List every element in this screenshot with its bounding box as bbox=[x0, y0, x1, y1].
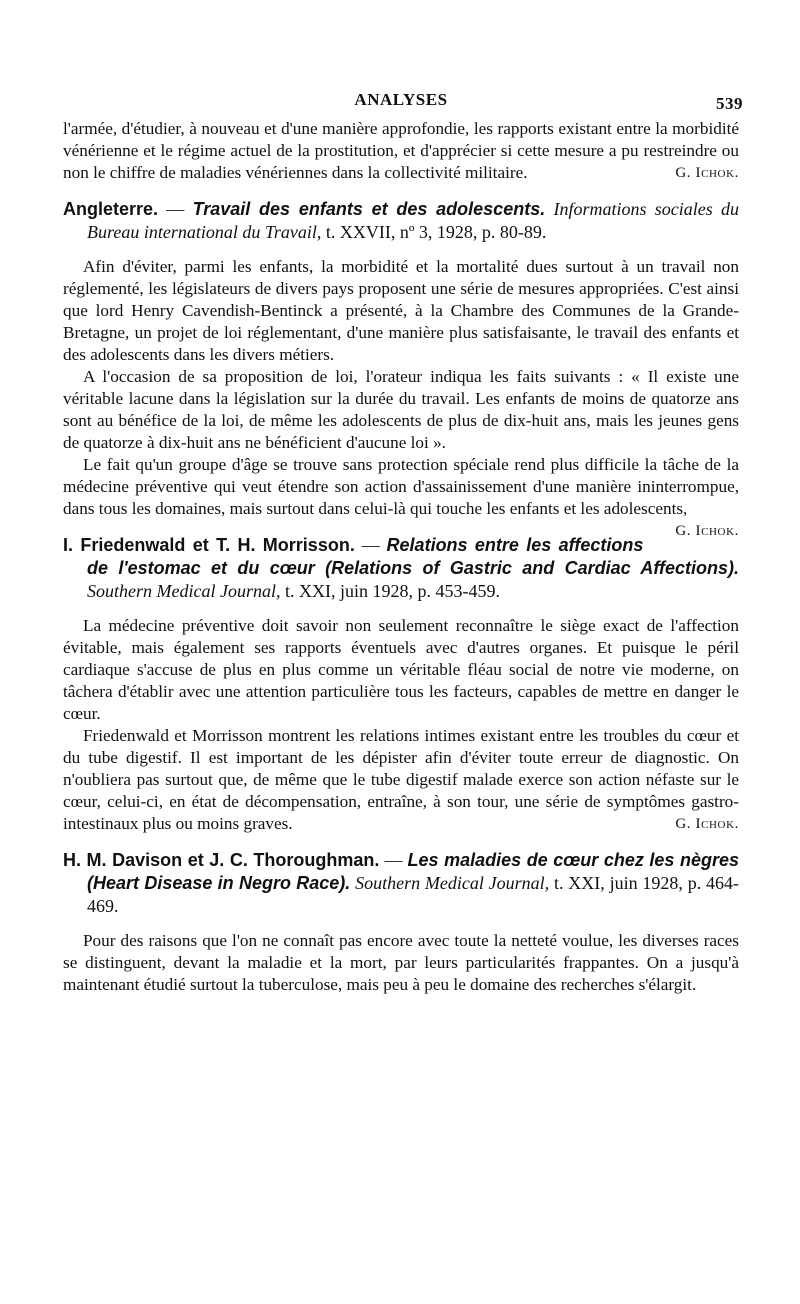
review-heading: I. Friedenwald et T. H. Morrisson. — Relations entre les affections de l'estomac et du cœur (Relations of Gastric and Cardiac Affections). Southern Medical Journal, t. XXI, juin 1928, p. 453-459. bbox=[63, 535, 739, 601]
paragraph: Afin d'éviter, parmi les enfants, la morbidité et la mortalité dues surtout à un travail non réglementé, les législateurs de divers pays proposent une série de mesures appropriées. C'est ainsi que lord Henry Cavendish-Bentinck a présenté, à la Chambre des Communes de la Grande-Bretagne, un projet de loi réglementant, d'une manière plus satisfaisante, le travail des enfants et des adolescents dans les divers métiers. bbox=[63, 257, 739, 364]
document-page bbox=[63, 88, 743, 996]
review-reference: t. XXI, juin 1928, p. 464-469. bbox=[87, 873, 739, 916]
review-reference: t. XXI, juin 1928, p. 453-459. bbox=[280, 581, 500, 601]
paragraph: l'armée, d'étudier, à nouveau et d'une manière approfondie, les rapports existant entre la morbidité vénérienne et le régime actuel de la prostitution, et d'apprécier si cette mesure a pu restreindre ou non le chiffre de maladies vénériennes dans la collectivité militaire. G. Ichok. bbox=[63, 119, 739, 182]
signature: G. Ichok. bbox=[675, 165, 739, 181]
review-heading: H. M. Davison et J. C. Thoroughman. — Les maladies de cœur chez les nègres (Heart Disease in Negro Race). Southern Medical Journal, t. XXI, juin 1928, p. 464-469. bbox=[63, 850, 740, 916]
review-journal: Southern Medical Journal, bbox=[87, 581, 281, 601]
running-header bbox=[63, 88, 743, 114]
signature: G. Ichok. bbox=[675, 523, 739, 539]
paragraph: La médecine préventive doit savoir non seulement reconnaître le siège exact de l'affection évitable, mais également ses rapports éventuels avec d'autres organes. Et puisque le péril cardiaque s'accuse de plus en plus comme un véritable fléau social de notre vie moderne, on tâchera d'établir avec une attention particulière tous les facteurs, capables de mettre en danger le cœur. bbox=[63, 616, 739, 723]
paragraph: Le fait qu'un groupe d'âge se trouve sans protection spéciale rend plus difficile la tâche de la médecine préventive qui veut étendre son action d'assainissement d'une manière ininterrompue, dans tous les domaines, mais surtout dans celui-là qui touche les enfants et les adolescents, G. Ichok. bbox=[63, 454, 739, 520]
review-author: H. M. Davison et J. C. Thoroughman. bbox=[63, 850, 380, 870]
review-journal: Southern Medical Journal, bbox=[350, 873, 550, 893]
paragraph: A l'occasion de sa proposition de loi, l'orateur indiqua les faits suivants : « Il existe une véritable lacune dans la législation sur la durée du travail. Les enfants de moins de quatorze ans sont au bénéfice de la loi, de même les adolescents de plus de dix-huit ans, mais les jeunes gens de quatorze à dix-huit ans ne bénéficient d'aucune loi ». bbox=[63, 367, 739, 452]
review-article-title: Les maladies de cœur chez les nègres (Heart Disease in Negro Race). bbox=[87, 850, 740, 893]
review-continuation bbox=[63, 118, 739, 184]
review-heading: Angleterre. — Travail des enfants et des adolescents. Informations sociales du Bureau international du Travail, t. XXVII, nº 3, 1928, p. 80-89. bbox=[63, 199, 739, 242]
header-title: ANALYSES bbox=[354, 90, 448, 109]
review-author: Angleterre. bbox=[63, 199, 159, 219]
signature: G. Ichok. bbox=[675, 816, 739, 832]
page-number: 539 bbox=[716, 94, 743, 113]
paragraph: Pour des raisons que l'on ne connaît pas encore avec toute la netteté voulue, les diverses races se distinguent, devant la maladie et la mort, par leurs particularités frappantes. On a jusqu'à maintenant étudié surtout la tuberculose, mais peu à peu le domaine des recherches s'élargit. bbox=[63, 931, 739, 994]
review-body bbox=[63, 930, 739, 996]
paragraph: Friedenwald et Morrisson montrent les relations intimes existant entre les troubles du cœur et du tube digestif. Il est important de les dépister afin d'éviter toute erreur de diagnostic. On n'oubliera pas surtout que, de même que le tube digestif malade exerce son action néfaste sur le cœur, celui-ci, en état de décompensation, entraîne, à son tour, une série de symptômes gastro-intestinaux plus ou moins graves. G. Ichok. bbox=[63, 726, 739, 833]
review-article-title: Relations entre les affections de l'estomac et du cœur (Relations of Gastric and Cardiac Affections). bbox=[87, 535, 739, 578]
review-body bbox=[63, 615, 739, 835]
review-body bbox=[63, 256, 739, 539]
review-journal: Informations sociales du Bureau international du Travail, bbox=[87, 199, 739, 242]
review-article-title: Travail des enfants et des adolescents. bbox=[192, 199, 546, 219]
review-reference: t. XXVII, nº 3, 1928, p. 80-89. bbox=[321, 222, 547, 242]
review-author: I. Friedenwald et T. H. Morrisson. bbox=[63, 535, 355, 555]
